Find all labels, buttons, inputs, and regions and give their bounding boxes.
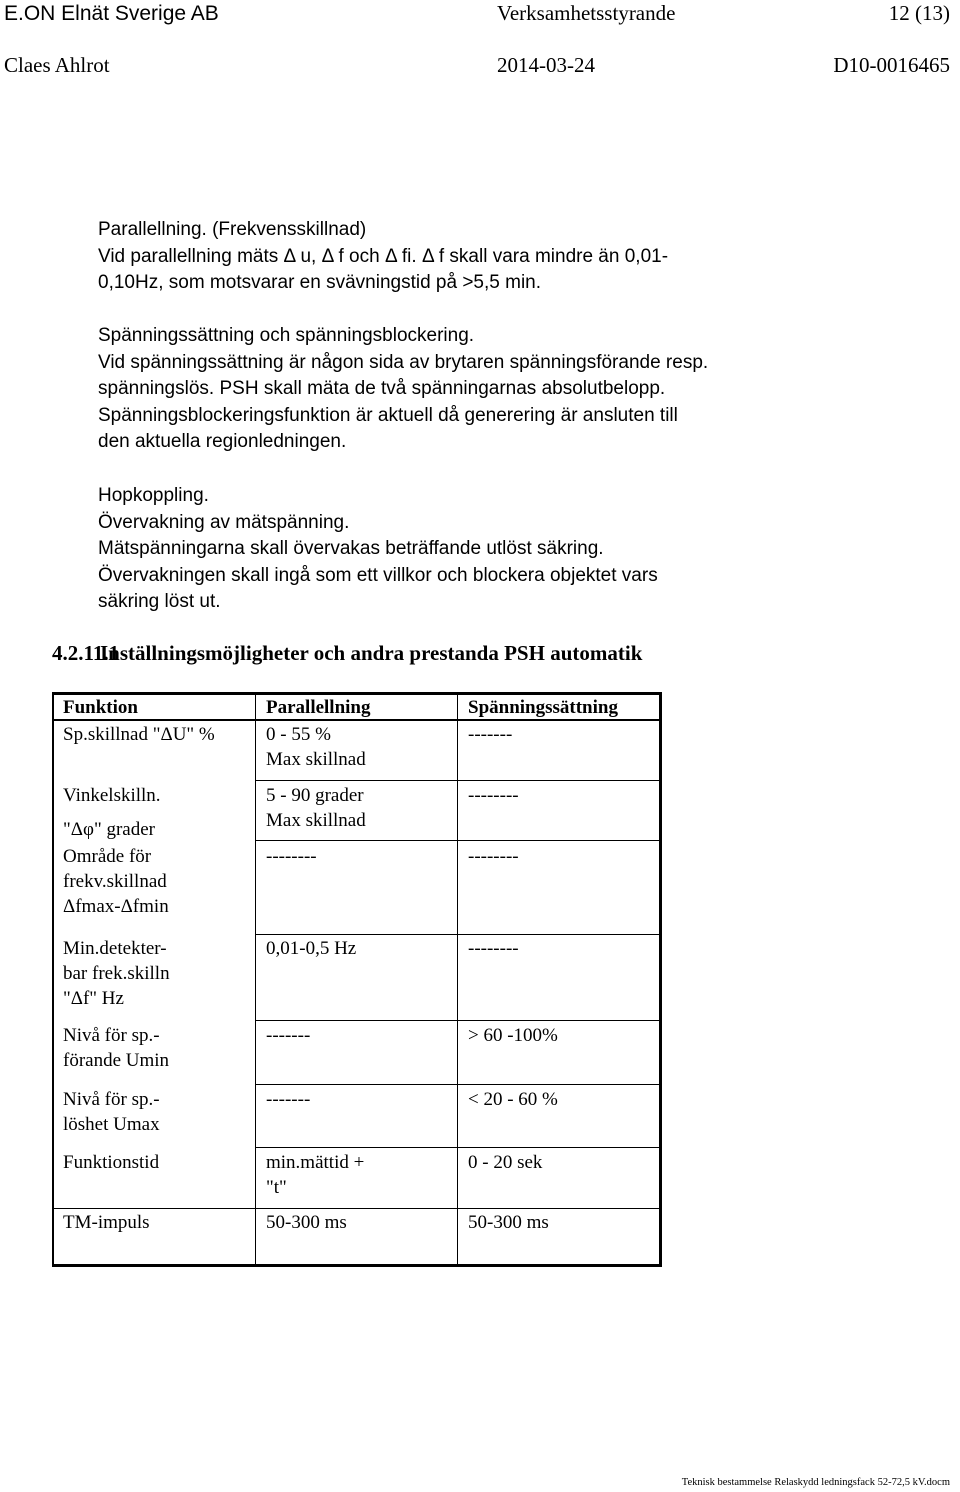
table-rule (255, 934, 662, 935)
text-line: Vid parallellning mäts Δ u, Δ f och Δ fi. Δ f skall vara mindre än 0,01- (98, 245, 669, 267)
table-header-spanningssattning: Spänningssättning (468, 697, 618, 718)
table-border-bottom (52, 1264, 662, 1267)
table-cell: -------- (266, 846, 317, 867)
table-cell: -------- (468, 846, 519, 867)
text-line: Spänningssättning och spänningsblockering. (98, 325, 475, 346)
table-cell: Min.detekter- bar frek.skilln "Δf" Hz (63, 938, 170, 1009)
table-cell: > 60 -100% (468, 1025, 558, 1046)
table-border-right (659, 692, 662, 1267)
text-line: den aktuella regionledningen. (98, 431, 347, 452)
text-line: spänningslös. PSH skall mäta de två spänningarnas absolutbelopp. (98, 378, 666, 399)
text-line: Spänningsblockeringsfunktion är aktuell då generering är ansluten till (98, 404, 678, 426)
table-border-left (52, 692, 54, 1267)
table-cell: ------- (266, 1025, 311, 1046)
header-date: 2014-03-24 (497, 53, 595, 77)
table-cell: Vinkelskilln. "Δφ" grader (63, 785, 161, 840)
table-cell: 0 - 20 sek (468, 1152, 543, 1173)
table-cell: ------- (266, 1089, 311, 1110)
table-cell: Nivå för sp.- förande Umin (63, 1025, 170, 1071)
header-doc-id: D10-0016465 (833, 53, 950, 77)
table-rule (255, 780, 662, 781)
table-cell: Funktionstid (63, 1152, 160, 1173)
paragraph-spanningssattning (98, 323, 708, 456)
header-company: E.ON Elnät Sverige AB (4, 2, 219, 25)
table-column-rule (457, 692, 458, 1267)
table-cell: -------- (468, 785, 519, 806)
text-line: säkring löst ut. (98, 591, 221, 612)
settings-table (52, 692, 662, 1267)
table-column-rule (255, 692, 256, 1267)
text-line: Övervakning av mätspänning. (98, 511, 350, 533)
table-cell: min.mättid + "t" (266, 1152, 365, 1198)
table-cell: 0 - 55 % Max skillnad (266, 724, 366, 770)
table-cell: ------- (468, 724, 513, 745)
table-cell: Område för frekv.skillnad Δfmax-Δfmin (63, 846, 169, 917)
footer-filename: Teknisk bestammelse Relaskydd ledningsfack 52-72,5 kV.docm (681, 1477, 950, 1488)
text-line: Parallellning. (Frekvensskillnad) (98, 219, 367, 240)
text-line: Hopkoppling. (98, 485, 209, 506)
table-rule (255, 840, 662, 841)
table-rule (255, 1020, 662, 1021)
section-number: 4.2.11.1 (52, 641, 120, 665)
paragraph-parallellning (98, 217, 668, 297)
table-cell: 5 - 90 grader Max skillnad (266, 785, 366, 831)
text-line: Mätspänningarna skall övervakas beträffande utlöst säkring. (98, 538, 604, 559)
header-page-number: 12 (13) (888, 1, 950, 25)
table-cell: TM-impuls (63, 1212, 150, 1233)
section-heading (52, 641, 642, 666)
table-cell: Sp.skillnad "ΔU" % (63, 724, 215, 745)
table-header-parallellning: Parallellning (266, 697, 371, 718)
table-cell: Nivå för sp.- löshet Umax (63, 1089, 160, 1135)
paragraph-hopkoppling (98, 483, 658, 616)
section-title: Inställningsmöjligheter och andra prestanda PSH automatik (100, 641, 643, 665)
table-rule (52, 1208, 662, 1209)
table-cell: 50-300 ms (266, 1212, 347, 1233)
header-author: Claes Ahlrot (4, 53, 110, 77)
table-cell: -------- (468, 938, 519, 959)
table-cell: 50-300 ms (468, 1212, 549, 1233)
table-cell: 0,01-0,5 Hz (266, 938, 357, 959)
text-line: Vid spänningssättning är någon sida av brytaren spänningsförande resp. (98, 351, 709, 373)
table-cell: < 20 - 60 % (468, 1089, 558, 1110)
table-rule (255, 1084, 662, 1085)
table-header-funktion: Funktion (63, 697, 138, 718)
text-line: Övervakningen skall ingå som ett villkor och blockera objektet vars (98, 564, 658, 586)
text-line: 0,10Hz, som motsvarar en svävningstid på >5,5 min. (98, 272, 542, 293)
table-rule (255, 1147, 662, 1148)
header-department: Verksamhetsstyrande (497, 1, 676, 25)
